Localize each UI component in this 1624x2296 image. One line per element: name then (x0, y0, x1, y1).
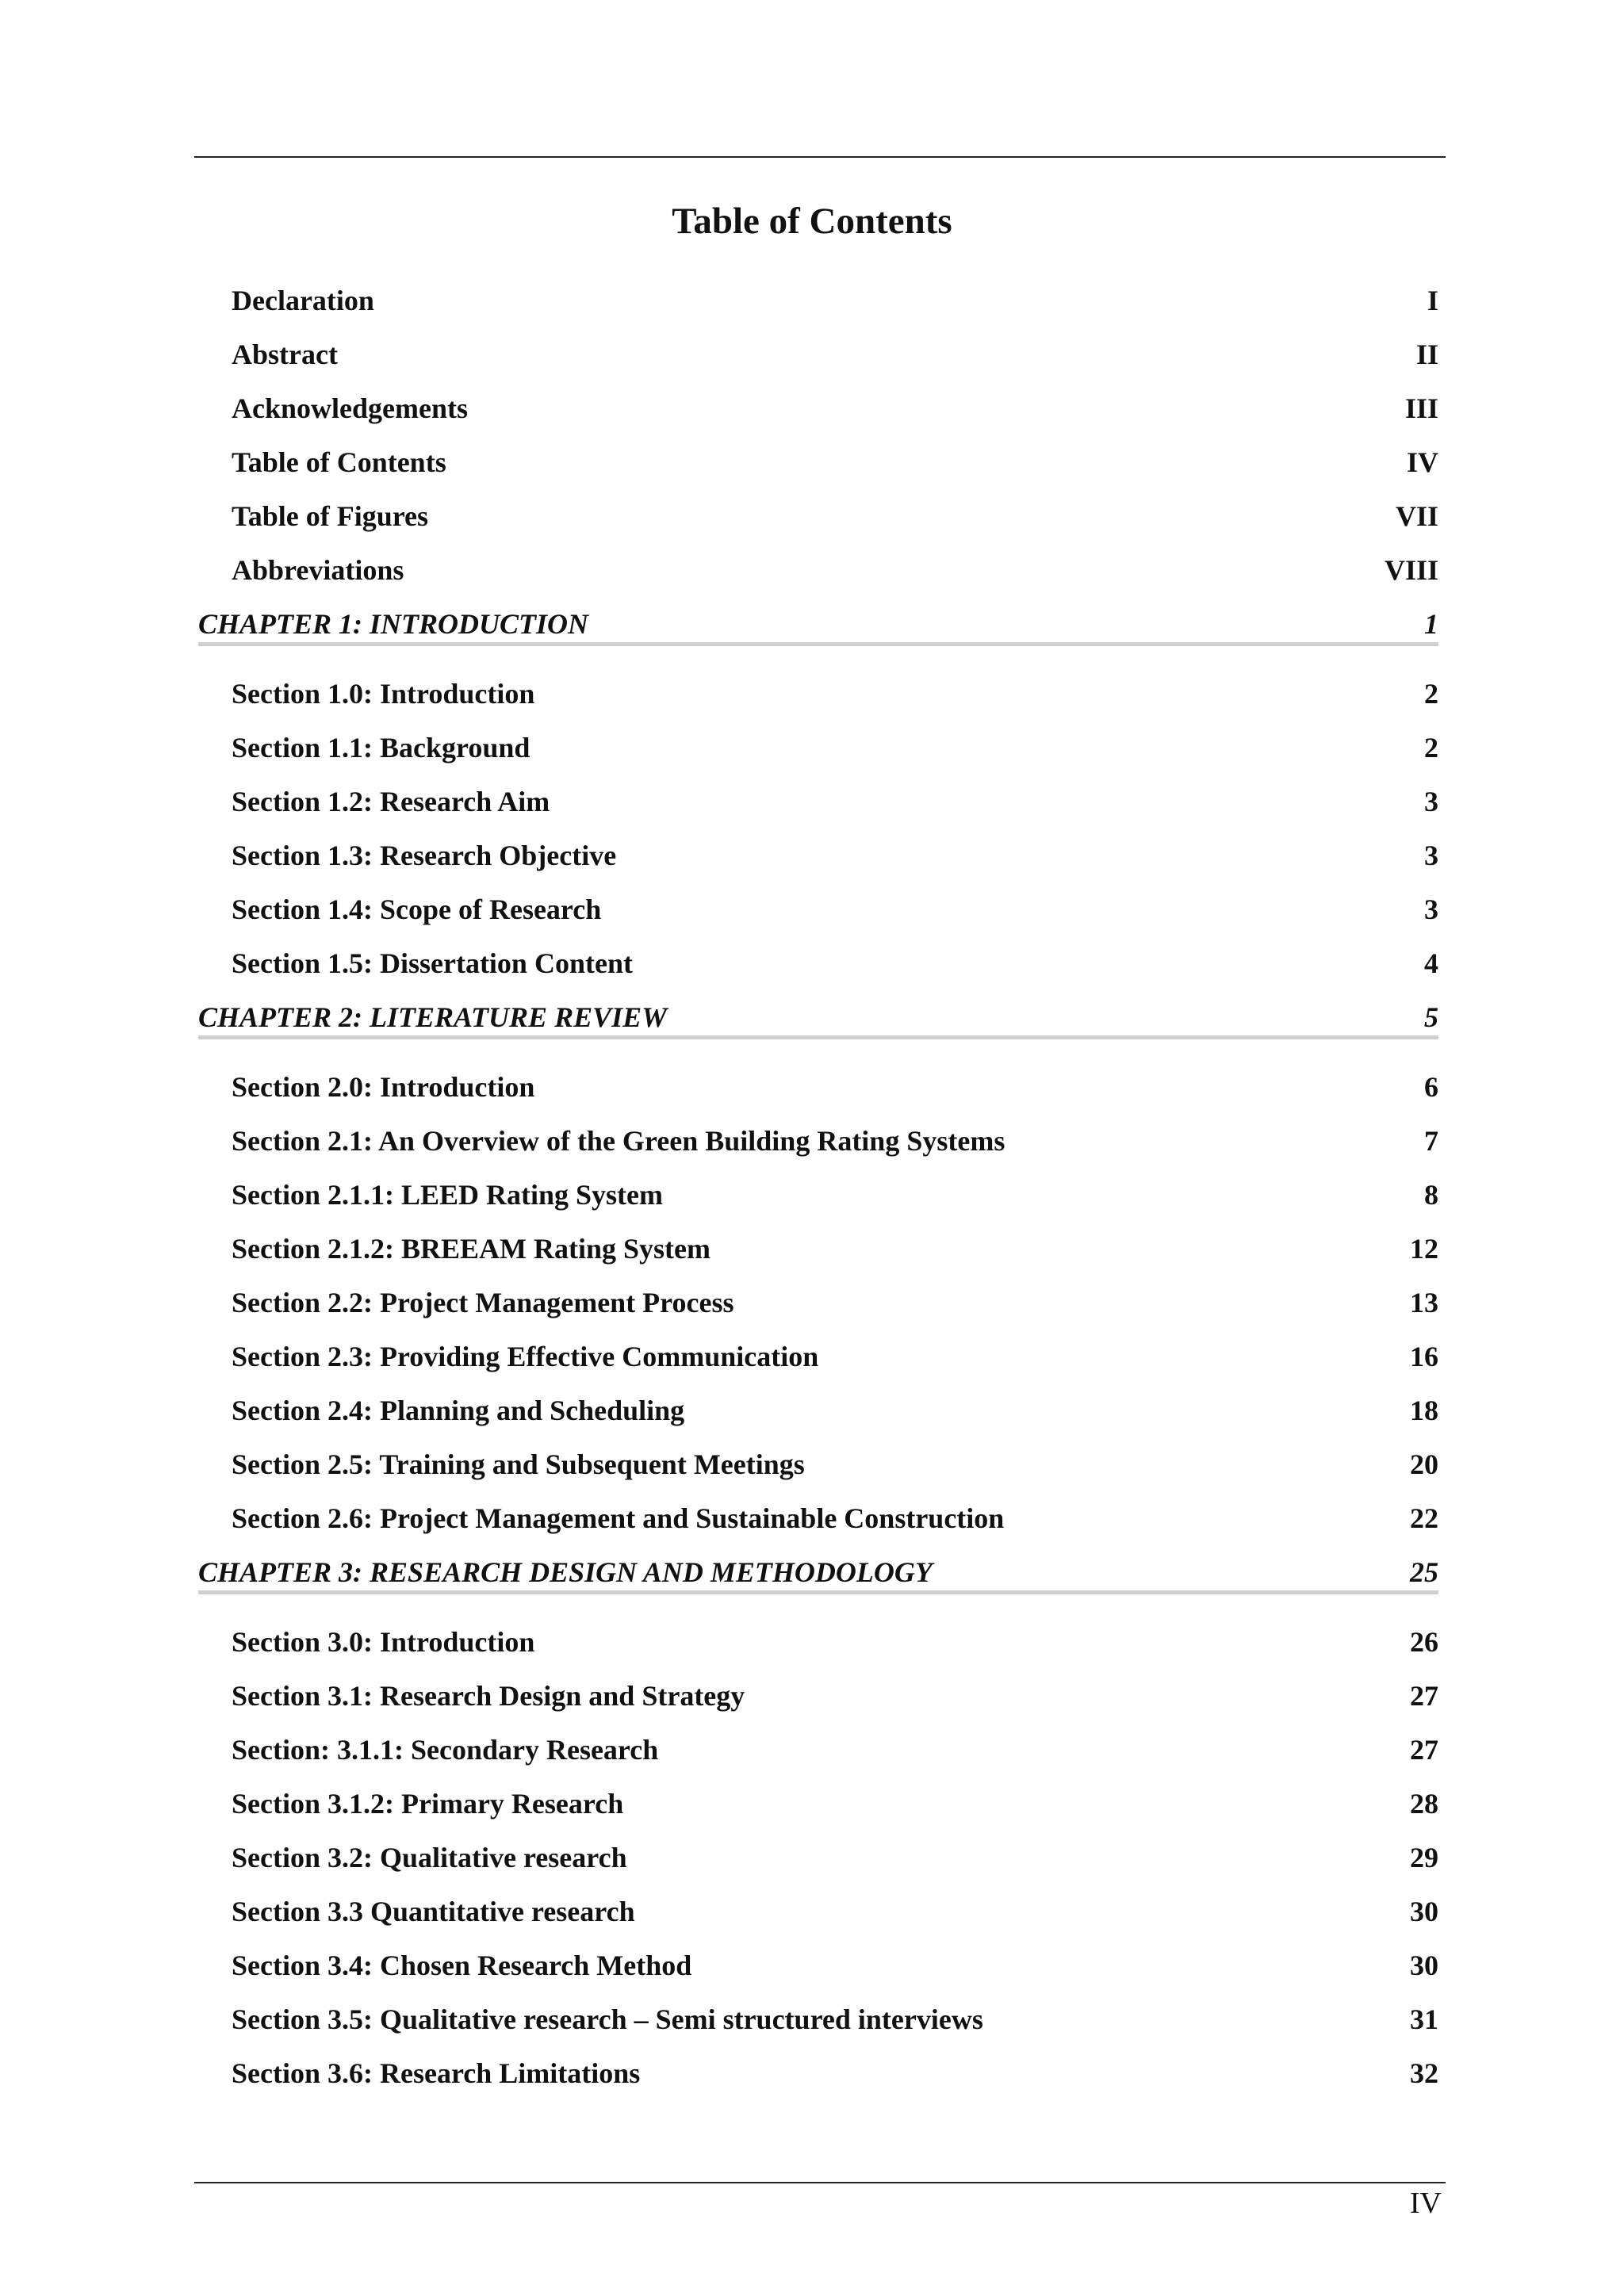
toc-entry-page-number: 8 (1424, 1179, 1438, 1211)
toc-entry-label: Table of Contents (232, 446, 446, 478)
toc-entry[interactable] (232, 675, 1438, 712)
toc-entry-page-number: 3 (1424, 786, 1438, 817)
toc-entry[interactable] (232, 336, 1438, 373)
toc-entry-label: Section 3.3 Quantitative research (232, 1896, 635, 1927)
toc-entry-label: Section 1.5: Dissertation Content (232, 947, 633, 979)
toc-entry-label: Section 2.1: An Overview of the Green Building Rating Systems (232, 1125, 1005, 1157)
toc-entry[interactable] (232, 1284, 1438, 1321)
toc-entry-page-number: 22 (1410, 1502, 1438, 1534)
page-title: Table of Contents (672, 201, 952, 242)
toc-entry[interactable] (232, 1500, 1438, 1536)
toc-entry[interactable] (232, 2055, 1438, 2091)
toc-entry-page-number: 13 (1410, 1287, 1438, 1318)
footer-page-number: IV (1409, 2187, 1442, 2220)
toc-entry-label: Section 2.4: Planning and Scheduling (232, 1395, 685, 1426)
toc-entry-page-number: 26 (1410, 1626, 1438, 1658)
toc-entry-label: Section 1.1: Background (232, 732, 530, 763)
toc-entry-label: Section 3.6: Research Limitations (232, 2057, 641, 2089)
toc-entry-page-number: 6 (1424, 1071, 1438, 1103)
toc-entry-label: Section 3.1.2: Primary Research (232, 1788, 624, 1820)
toc-entry-label: Table of Figures (232, 500, 429, 532)
toc-entry[interactable] (232, 552, 1438, 588)
toc-entry[interactable] (232, 891, 1438, 928)
toc-entry-label: Section 2.1.2: BREEAM Rating System (232, 1233, 710, 1265)
toc-entry-label: Section 3.2: Qualitative research (232, 1842, 627, 1873)
toc-entry[interactable] (232, 837, 1438, 874)
toc-entry-label: CHAPTER 3: RESEARCH DESIGN AND METHODOLOGY (198, 1556, 933, 1588)
toc-entry-page-number: II (1415, 339, 1438, 370)
toc-entry[interactable] (232, 1069, 1438, 1105)
toc-entry-page-number: VIII (1384, 554, 1438, 586)
toc-entry[interactable] (232, 1678, 1438, 1714)
toc-entry-label: Section 3.5: Qualitative research – Semi structured interviews (232, 2003, 983, 2035)
toc-chapter-heading[interactable] (198, 606, 1438, 646)
toc-entry-page-number: 27 (1410, 1734, 1438, 1766)
footer-rule (194, 2182, 1446, 2183)
toc-entry[interactable] (232, 2001, 1438, 2038)
toc-entry-page-number: 30 (1410, 1950, 1438, 1981)
toc-entry[interactable] (232, 1893, 1438, 1930)
toc-entry-label: Section: 3.1.1: Secondary Research (232, 1734, 659, 1766)
toc-entry-page-number: 29 (1410, 1842, 1438, 1873)
toc-entry[interactable] (232, 1446, 1438, 1483)
toc-entry-label: Section 3.4: Chosen Research Method (232, 1950, 692, 1981)
toc-entry[interactable] (232, 1177, 1438, 1213)
toc-entry[interactable] (232, 1123, 1438, 1159)
toc-entry-page-number: 3 (1424, 894, 1438, 925)
toc-entry[interactable] (232, 729, 1438, 766)
toc-entry[interactable] (232, 444, 1438, 480)
toc-entry-label: Acknowledgements (232, 392, 468, 424)
toc-entry[interactable] (232, 783, 1438, 820)
toc-entry-label: CHAPTER 2: LITERATURE REVIEW (198, 1001, 668, 1033)
toc-entry-page-number: 32 (1410, 2057, 1438, 2089)
toc-entry-page-number: 28 (1410, 1788, 1438, 1820)
toc-entry[interactable] (232, 282, 1438, 319)
toc-entry-page-number: 27 (1410, 1680, 1438, 1712)
toc-entry-label: Section 1.0: Introduction (232, 678, 535, 710)
toc-entry-page-number: 7 (1424, 1125, 1438, 1157)
toc-entry-label: Section 2.1.1: LEED Rating System (232, 1179, 664, 1211)
toc-chapter-heading[interactable] (198, 1554, 1438, 1594)
toc-entry[interactable] (232, 1392, 1438, 1429)
toc-entry-label: Abstract (232, 339, 338, 370)
toc-entry[interactable] (232, 1624, 1438, 1660)
toc-entry-label: Abbreviations (232, 554, 404, 586)
toc-entry-label: Section 1.2: Research Aim (232, 786, 550, 817)
toc-entry[interactable] (232, 945, 1438, 982)
toc-entry-label: Section 2.5: Training and Subsequent Meetings (232, 1448, 805, 1480)
toc-entry[interactable] (232, 1338, 1438, 1375)
toc-entry-page-number: VII (1395, 500, 1438, 532)
toc-entry-label: Section 2.2: Project Management Process (232, 1287, 734, 1318)
toc-entry[interactable] (232, 1947, 1438, 1984)
toc-entry[interactable] (232, 390, 1438, 427)
toc-entry-label: Declaration (232, 285, 374, 316)
toc-entry-page-number: 2 (1424, 732, 1438, 763)
toc-entry-page-number: I (1427, 285, 1438, 316)
toc-entry-label: Section 3.1: Research Design and Strategy (232, 1680, 745, 1712)
toc-entry-page-number: 1 (1424, 608, 1438, 640)
toc-entry-label: Section 2.3: Providing Effective Communication (232, 1341, 819, 1372)
toc-chapter-heading[interactable] (198, 999, 1438, 1039)
toc-entry-label: Section 3.0: Introduction (232, 1626, 535, 1658)
toc-entry-label: Section 2.0: Introduction (232, 1071, 535, 1103)
toc-entry-page-number: 25 (1410, 1556, 1438, 1588)
toc-entry[interactable] (232, 1839, 1438, 1876)
toc-entry-page-number: 3 (1424, 840, 1438, 871)
toc-entry-page-number: 31 (1410, 2003, 1438, 2035)
toc-entry[interactable] (232, 1785, 1438, 1822)
toc-entry-label: Section 2.6: Project Management and Sustainable Construction (232, 1502, 1005, 1534)
toc-entry-page-number: IV (1406, 446, 1438, 478)
toc-entry-label: Section 1.3: Research Objective (232, 840, 617, 871)
toc-entry-label: CHAPTER 1: INTRODUCTION (198, 608, 589, 640)
toc-entry-page-number: 18 (1410, 1395, 1438, 1426)
toc-entry-page-number: 5 (1424, 1001, 1438, 1033)
toc-entry[interactable] (232, 1732, 1438, 1768)
toc-entry-page-number: 20 (1410, 1448, 1438, 1480)
toc-entry-page-number: 2 (1424, 678, 1438, 710)
toc-entry-page-number: 12 (1410, 1233, 1438, 1265)
toc-entry-page-number: III (1404, 392, 1438, 424)
toc-entry-page-number: 4 (1424, 947, 1438, 979)
toc-entry[interactable] (232, 1230, 1438, 1267)
toc-entry-page-number: 30 (1410, 1896, 1438, 1927)
toc-entry[interactable] (232, 498, 1438, 534)
toc-entry-page-number: 16 (1410, 1341, 1438, 1372)
toc-entry-label: Section 1.4: Scope of Research (232, 894, 602, 925)
